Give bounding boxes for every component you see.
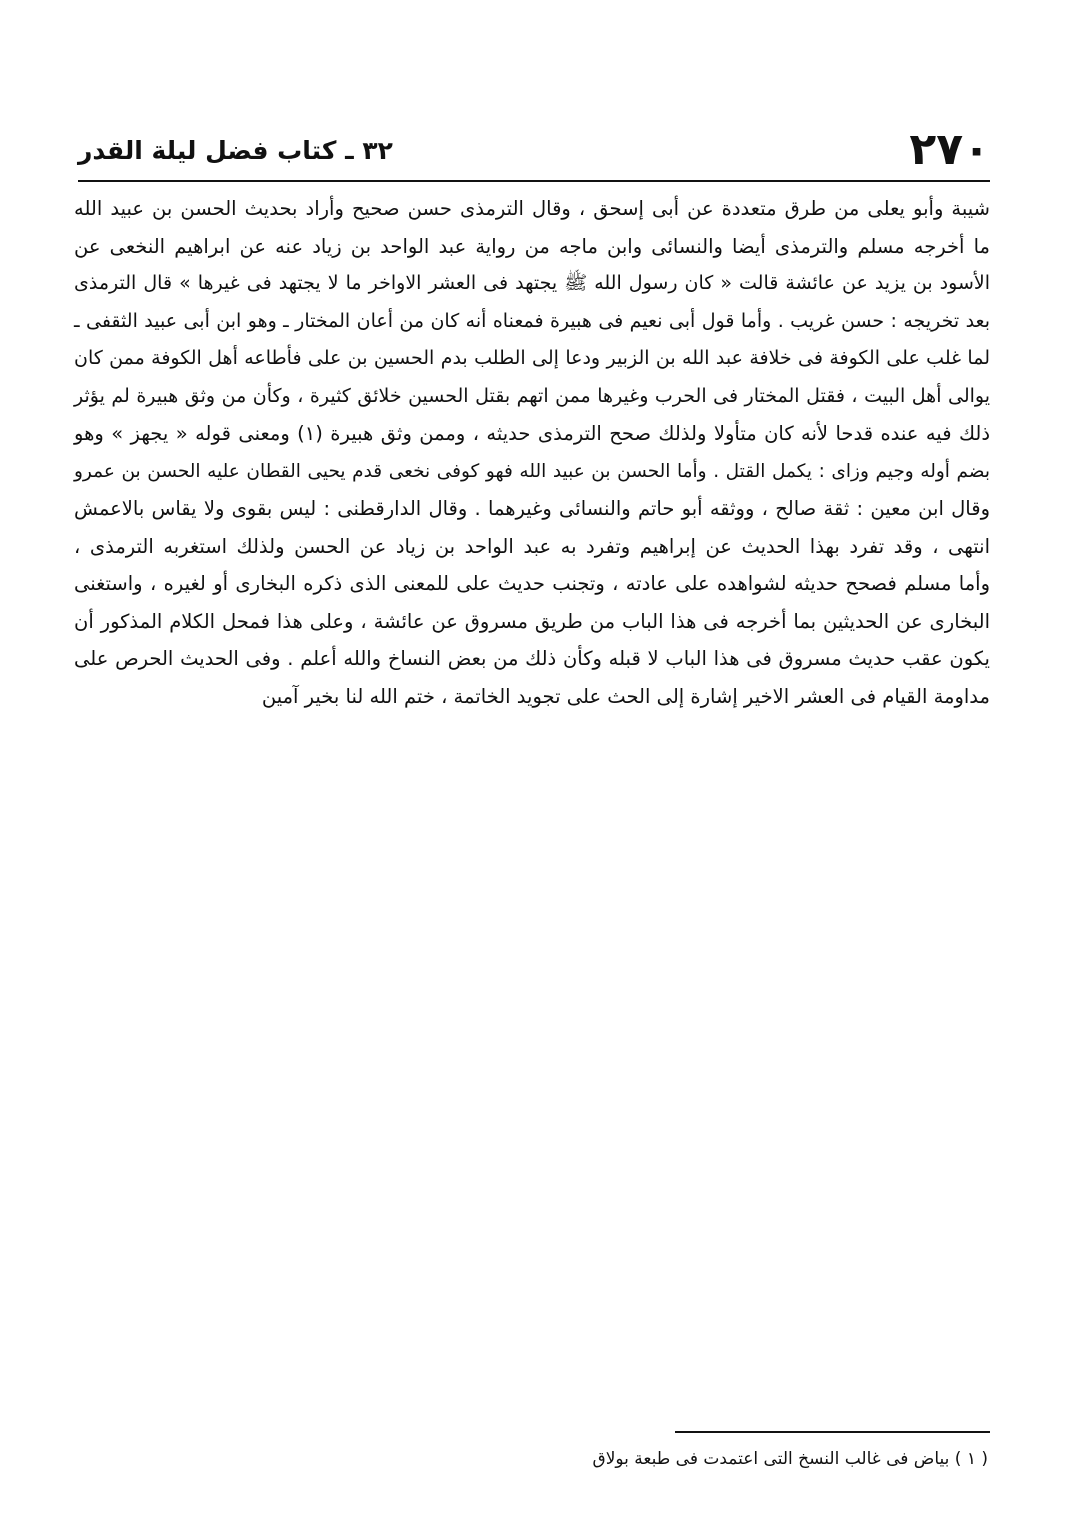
text-line: وأما مسلم فصحح حديثه لشواهده على عادته ، وتجنب حديث على للمعنى الذى ذكره البخارى أو لغيره ، واستغنى (74, 572, 990, 595)
page-number: ٢٧٠ (909, 124, 990, 175)
text-line: ما أخرجه مسلم والترمذى أيضا والنسائى وابن ماجه من رواية عبد الواحد بن زياد عنه عن ابراهيم النخعى عن (74, 234, 990, 258)
text-line: ذلك فيه عنده قدحا لأنه كان متأولا ولذلك صحح الترمذى حديثه ، وممن وثق هبيرة (١) ومعنى قوله « يجهز » وهو (74, 422, 990, 445)
text-line: يوالى أهل البيت ، فقتل المختار فى الحرب وغيرها ممن اتهم بقتل الحسين خلائق كثيرة ، وكأن من وثق هبيرة لم يؤثر (74, 384, 990, 407)
text-line: بضم أوله وجيم وزاى : يكمل القتل . وأما الحسن بن عبيد الله فهو كوفى نخعى قدم يحيى القطان عليه الحسن بن عمرو (74, 460, 990, 482)
text-line: شيبة وأبو يعلى من طرق متعددة عن أبى إسحق ، وقال الترمذى حسن صحيح وأراد بحديث الحسن بن عبيد الله (74, 197, 990, 220)
text-line: بعد تخريجه : حسن غريب . وأما قول أبى نعيم فى هبيرة فمعناه أنه كان من أعان المختار ـ وهو ابن أبى عبيد الثقفى ـ (74, 309, 990, 332)
text-line: الأسود بن يزيد عن عائشة قالت « كان رسول الله ﷺ يجتهد فى العشر الاواخر ما لا يجتهد فى غيرها » قال الترمذى (74, 272, 990, 294)
text-line: يكون عقب حديث مسروق فى هذا الباب لا قبله وكأن ذلك من بعض النساخ والله أعلم . وفى الحديث الحرص على (74, 647, 990, 670)
running-title: ٣٢ ـ كتاب فضل ليلة القدر (78, 136, 393, 165)
text-line: انتهى ، وقد تفرد بهذا الحديث عن إبراهيم وتفرد به عبد الواحد بن زياد عن الحسن ولذلك استغربه الترمذى ، (74, 534, 990, 558)
footnote-rule (675, 1431, 990, 1433)
text-line: لما غلب على الكوفة فى خلافة عبد الله بن الزبير ودعا إلى الطلب بدم الحسين بن على فأطاعه أهل الكوفة ممن كان (74, 347, 990, 369)
main-text (74, 190, 990, 715)
header-rule (78, 180, 990, 182)
text-line: وقال ابن معين : ثقة صالح ، ووثقه أبو حاتم والنسائى وغيرهما . وقال الدارقطنى : ليس بقوى ولا يقاس بالاعمش (74, 497, 990, 520)
page-header (78, 124, 990, 175)
text-line: البخارى عن الحديثين بما أخرجه فى هذا الباب من طريق مسروق عن عائشة ، وعلى هذا فمحل الكلام المذكور أن (74, 609, 990, 633)
footnote: ( ١ ) بياض فى غالب النسخ التى اعتمدت فى طبعة بولاق (592, 1449, 988, 1469)
text-line: مداومة القيام فى العشر الاخير إشارة إلى الحث على تجويد الخاتمة ، ختم الله لنا بخير آمين (261, 684, 990, 708)
